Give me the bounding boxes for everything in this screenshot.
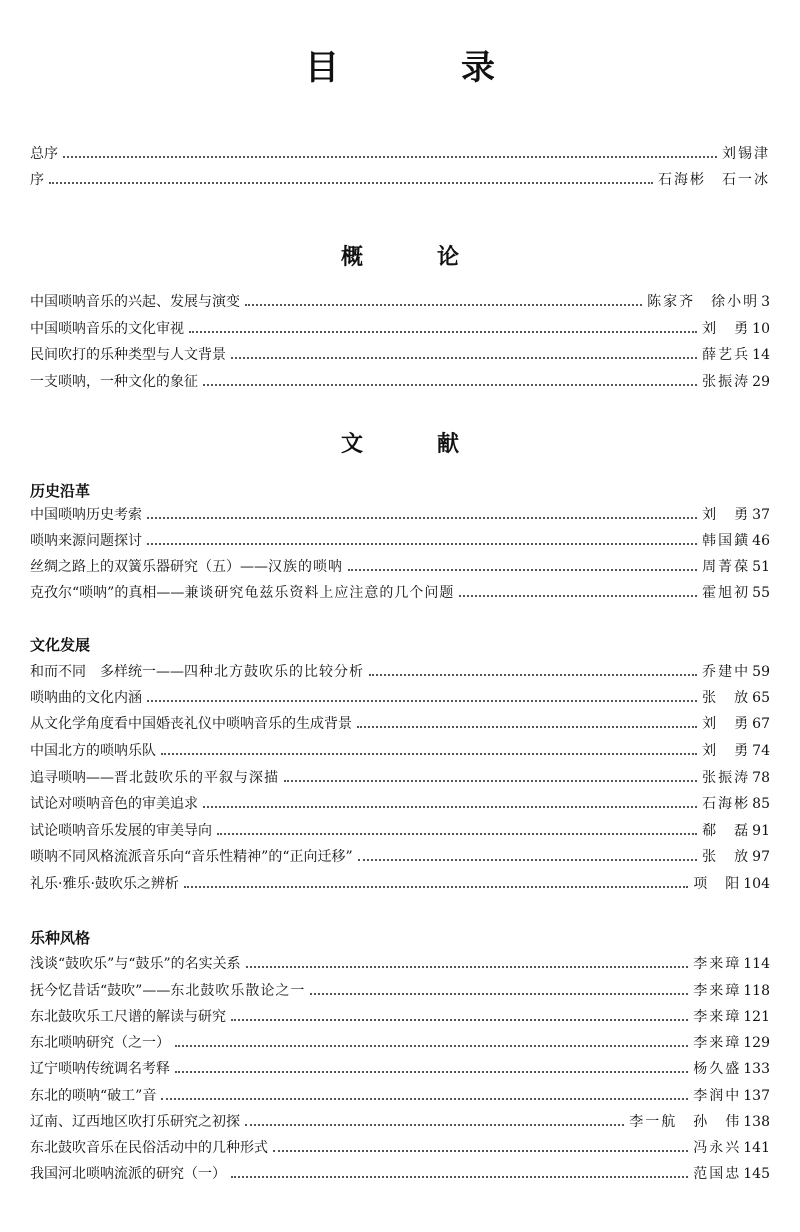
- entry-author: 李润中: [693, 1088, 742, 1104]
- entry-author: 薛艺兵: [702, 347, 751, 363]
- entry-author: 冯永兴: [693, 1140, 742, 1156]
- dot-leader: [49, 182, 653, 184]
- dot-leader: [459, 595, 697, 597]
- entry-page: 10: [752, 321, 770, 337]
- entry-author: 刘 勇: [702, 321, 751, 337]
- dot-leader: [189, 331, 697, 333]
- entry-title: 辽宁唢呐传统调名考释: [30, 1061, 170, 1077]
- entry-page: 91: [752, 823, 770, 839]
- entry-page: 46: [752, 533, 770, 549]
- dot-leader: [369, 674, 697, 676]
- entry-title: 序: [30, 172, 44, 188]
- entry-page: 85: [752, 796, 770, 812]
- group-heading-genre-style: 乐种风格: [30, 929, 91, 947]
- toc-entry-general-preface[interactable]: [30, 143, 770, 165]
- entry-title: 中国唢呐音乐的文化审视: [30, 321, 184, 337]
- entry-title: 礼乐·雅乐·鼓吹乐之辨析: [30, 876, 179, 892]
- toc-entry[interactable]: [30, 344, 770, 366]
- entry-title: 东北鼓吹音乐在民俗活动中的几种形式: [30, 1140, 268, 1156]
- entry-page: 137: [743, 1088, 770, 1104]
- group-heading-culture: 文化发展: [30, 636, 91, 654]
- dot-leader: [147, 517, 697, 519]
- group-heading-history: 历史沿革: [30, 482, 91, 500]
- toc-entry[interactable]: [30, 820, 770, 842]
- dot-leader: [310, 993, 688, 995]
- toc-entry[interactable]: [30, 1058, 770, 1080]
- dot-leader: [245, 1124, 624, 1126]
- entry-title: 唢呐来源问题探讨: [30, 533, 142, 549]
- entry-author: 霍旭初: [702, 585, 751, 601]
- entry-page: 51: [752, 559, 770, 575]
- dot-leader: [358, 859, 698, 861]
- entry-page: 141: [743, 1140, 770, 1156]
- dot-leader: [203, 384, 697, 386]
- entry-title: 丝绸之路上的双簧乐器研究（五）——汉族的唢呐: [30, 559, 343, 575]
- entry-title: 中国唢呐历史考索: [30, 507, 142, 523]
- dot-leader: [245, 304, 642, 306]
- entry-page: 65: [752, 690, 770, 706]
- toc-entry[interactable]: [30, 1137, 770, 1159]
- dot-leader: [231, 1019, 688, 1021]
- entry-title: 辽南、辽西地区吹打乐研究之初探: [30, 1114, 240, 1130]
- entry-page: 129: [743, 1035, 770, 1051]
- dot-leader: [161, 1098, 688, 1100]
- entry-page: 104: [743, 876, 770, 892]
- entry-title: 总序: [30, 146, 58, 162]
- entry-author: 李来璋: [693, 1009, 742, 1025]
- toc-entry[interactable]: [30, 582, 770, 604]
- toc-entry-preface[interactable]: [30, 169, 770, 191]
- entry-author: 李来璋: [693, 1035, 742, 1051]
- entry-title: 从文化学角度看中国婚丧礼仪中唢呐音乐的生成背景: [30, 716, 352, 732]
- entry-page: 29: [752, 374, 770, 390]
- entry-author: 范国忠: [693, 1166, 742, 1182]
- entry-title: 民间吹打的乐种类型与人文背景: [30, 347, 226, 363]
- toc-entry[interactable]: [30, 767, 770, 789]
- toc-entry[interactable]: [30, 661, 770, 683]
- entry-page: 114: [743, 956, 770, 972]
- entry-page: 37: [752, 507, 770, 523]
- entry-author: 项 阳: [693, 876, 742, 892]
- dot-leader: [231, 357, 697, 359]
- entry-page: 3: [761, 294, 770, 310]
- toc-entry[interactable]: [30, 318, 770, 340]
- entry-author: 周菁葆: [702, 559, 751, 575]
- entry-author: 石海彬: [702, 796, 751, 812]
- entry-page: 55: [752, 585, 770, 601]
- toc-entry[interactable]: [30, 687, 770, 709]
- toc-entry[interactable]: [30, 873, 770, 895]
- entry-title: 试论唢呐音乐发展的审美导向: [30, 823, 212, 839]
- entry-author: 石海彬 石一冰: [658, 172, 770, 188]
- entry-page: 59: [752, 664, 770, 680]
- entry-author: 张 放: [702, 849, 751, 865]
- entry-author: 刘 勇: [702, 507, 751, 523]
- dot-leader: [348, 569, 697, 571]
- entry-author: 郗 磊: [702, 823, 751, 839]
- entry-author: 李一航 孙 伟: [629, 1114, 742, 1130]
- toc-entry[interactable]: [30, 793, 770, 815]
- dot-leader: [147, 700, 697, 702]
- dot-leader: [217, 833, 697, 835]
- entry-title: 一支唢呐，一种文化的象征: [30, 374, 198, 390]
- toc-entry[interactable]: [30, 980, 770, 1002]
- toc-entry[interactable]: [30, 371, 770, 393]
- dot-leader: [184, 886, 688, 888]
- entry-page: 133: [743, 1061, 770, 1077]
- entry-page: 138: [743, 1114, 770, 1130]
- dot-leader: [175, 1071, 688, 1073]
- entry-page: 14: [752, 347, 770, 363]
- toc-entry[interactable]: [30, 504, 770, 526]
- dot-leader: [231, 1176, 688, 1178]
- entry-title: 东北的唢呐“破工”音: [30, 1088, 157, 1104]
- entry-author: 李来璋: [693, 983, 742, 999]
- entry-author: 刘 勇: [702, 716, 751, 732]
- toc-entry[interactable]: [30, 953, 770, 975]
- entry-author: 张 放: [702, 690, 751, 706]
- entry-author: 张振涛: [702, 374, 751, 390]
- entry-title: 唢呐曲的文化内涵: [30, 690, 142, 706]
- toc-entry[interactable]: [30, 740, 770, 762]
- entry-page: 74: [752, 743, 770, 759]
- entry-title: 抚今忆昔话“鼓吹”——东北鼓吹乐散论之一: [30, 983, 306, 999]
- section-heading-overview: 概 论: [340, 244, 485, 270]
- entry-author: 韩国鐄: [702, 533, 751, 549]
- entry-page: 121: [743, 1009, 770, 1025]
- toc-entry[interactable]: [30, 1111, 770, 1133]
- entry-title: 追寻唢呐——晋北鼓吹乐的平叙与深描: [30, 770, 279, 786]
- toc-entry[interactable]: [30, 530, 770, 552]
- entry-title: 和而不同 多样统一——四种北方鼓吹乐的比较分析: [30, 664, 364, 680]
- entry-author: 刘锡津: [722, 146, 770, 162]
- entry-author: 杨久盛: [693, 1061, 742, 1077]
- dot-leader: [357, 726, 697, 728]
- entry-title: 试论对唢呐音色的审美追求: [30, 796, 198, 812]
- toc-entry[interactable]: [30, 846, 770, 868]
- entry-title: 唢呐不同风格流派音乐向“音乐性精神”的“正向迁移”: [30, 849, 353, 865]
- entry-title: 东北鼓吹乐工尺谱的解读与研究: [30, 1009, 226, 1025]
- dot-leader: [175, 1045, 688, 1047]
- entry-author: 乔建中: [702, 664, 751, 680]
- entry-page: 97: [752, 849, 770, 865]
- entry-title: 中国唢呐音乐的兴起、发展与演变: [30, 294, 240, 310]
- toc-title: 目 录: [305, 48, 539, 88]
- dot-leader: [203, 806, 697, 808]
- entry-title: 东北唢呐研究（之一）: [30, 1035, 170, 1051]
- dot-leader: [284, 780, 697, 782]
- entry-title: 我国河北唢呐流派的研究（一）: [30, 1166, 226, 1182]
- dot-leader: [246, 966, 689, 968]
- entry-author: 陈家齐 徐小明: [647, 294, 760, 310]
- entry-author: 张振涛: [702, 770, 751, 786]
- toc-entry[interactable]: [30, 1085, 770, 1107]
- entry-author: 李来璋: [693, 956, 742, 972]
- dot-leader: [147, 543, 697, 545]
- toc-entry[interactable]: [30, 713, 770, 735]
- section-heading-literature: 文 献: [340, 431, 485, 457]
- entry-page: 67: [752, 716, 770, 732]
- toc-entry[interactable]: [30, 1006, 770, 1028]
- toc-entry[interactable]: [30, 291, 770, 313]
- entry-title: 克孜尔“唢呐”的真相——兼谈研究龟兹乐资料上应注意的几个问题: [30, 585, 455, 601]
- toc-entry[interactable]: [30, 1163, 770, 1185]
- toc-entry[interactable]: [30, 556, 770, 578]
- entry-page: 78: [752, 770, 770, 786]
- entry-page: 145: [743, 1166, 770, 1182]
- dot-leader: [273, 1150, 688, 1152]
- entry-title: 中国北方的唢呐乐队: [30, 743, 156, 759]
- toc-entry[interactable]: [30, 1032, 770, 1054]
- entry-page: 118: [743, 983, 770, 999]
- entry-author: 刘 勇: [702, 743, 751, 759]
- dot-leader: [161, 753, 697, 755]
- dot-leader: [63, 156, 717, 158]
- entry-title: 浅谈“鼓吹乐”与“鼓乐”的名实关系: [30, 956, 241, 972]
